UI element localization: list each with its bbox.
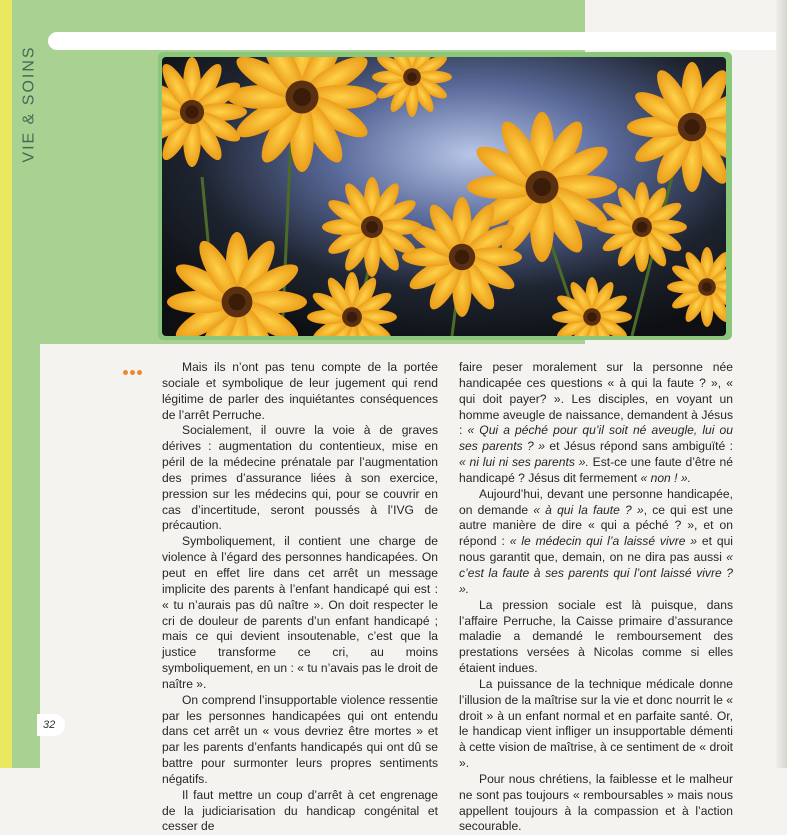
right-text-column bbox=[459, 360, 733, 835]
paragraph: Il faut mettre un coup d’arrêt à cet engrenage de la judiciarisation du handicap congénital et cesser de bbox=[162, 787, 438, 834]
bullet-dots-icon bbox=[123, 362, 144, 380]
section-title: VIE & SOINS bbox=[21, 45, 39, 163]
paragraph: Pour nous chrétiens, la faiblesse et le malheur ne sont pas toujours « remboursables » mais nous appellent toujours à la compassion et à l’action secourable. bbox=[459, 771, 733, 834]
sunflowers-photo bbox=[162, 57, 726, 336]
paragraph: Aujourd’hui, devant une personne handicapée, on demande « à qui la faute ? », ce qui est une autre manière de dire « qui a péché ? », et on répond : « le médecin qui l’a laissé vivre » et qui nous garantit que, demain, on ne dira pas aussi « c’est la faute à ses parents qui l’ont laissé vivre ? ». bbox=[459, 486, 733, 596]
page-gutter-shadow bbox=[776, 0, 787, 768]
paragraph: La puissance de la technique médicale donne l’illusion de la maîtrise sur la vie et donc nourrit le « droit » à un enfant normal et en parfaite santé. Or, le handicap vient infliger un insupportable démenti à cette vision de maîtrise, à ce sentiment de « droit ». bbox=[459, 676, 733, 771]
header-white-band bbox=[48, 32, 787, 50]
paragraph: Socialement, il ouvre la voie à de graves dérives : augmentation du contentieux, mise en péril de la médecine prénatale par l’augmentation des primes d’assurance liées à son exercice, pression sur les médecins qui, pour se couvrir en cas d’incertitude, seront poussés à l’IVG de précaution. bbox=[162, 423, 438, 533]
paragraph: faire peser moralement sur la personne née handicapée ces questions « à qui la faute ? », « qui doit payer? ». Les disciples, en voyant un homme aveugle de naissance, demandent à Jésus : « Qui a péché pour qu’il soit né aveugle, lui ou ses parents ? » et Jésus répond sans ambiguïté : « ni lui ni ses parents ». Est-ce une faute d’être né handicapé ? Jésus dit fermement « non ! ». bbox=[459, 360, 733, 485]
page-number: 32 bbox=[37, 714, 65, 736]
paragraph: Symboliquement, il contient une charge de violence à l’égard des personnes handicapées. On peut en effet lire dans cet arrêt un message implicite des parents à l’enfant handicapé qui est : « tu n’aurais pas dû naître ». On doit respecter le cri de douleur de parents d’un enfant handicapé ; mais ce qui devient insoutenable, c’est que la justice transforme ce cri, au moins symboliquement, en un : « tu n’avais pas le droit de naître ». bbox=[162, 534, 438, 691]
left-yellow-strip bbox=[0, 0, 12, 768]
paragraph: Mais ils n’ont pas tenu compte de la portée sociale et symbolique de leur jugement qui rend légitime de parler des inquiétantes conséquences de l’arrêt Perruche. bbox=[162, 360, 438, 422]
left-text-column bbox=[162, 360, 438, 835]
green-sidebar bbox=[12, 344, 40, 768]
paragraph: La pression sociale est là puisque, dans l’affaire Perruche, la Caisse primaire d’assurance maladie a demandé le remboursement des prestations versées à Nicolas comme si elles étaient indues. bbox=[459, 597, 733, 676]
paragraph: On comprend l’insupportable violence ressentie par les personnes handicapées qui ont entendu dans cet arrêt un « vous devriez être mortes » et par les parents d’enfants handicapés qui ont dû se battre pour surmonter leurs propres sentiments négatifs. bbox=[162, 692, 438, 786]
